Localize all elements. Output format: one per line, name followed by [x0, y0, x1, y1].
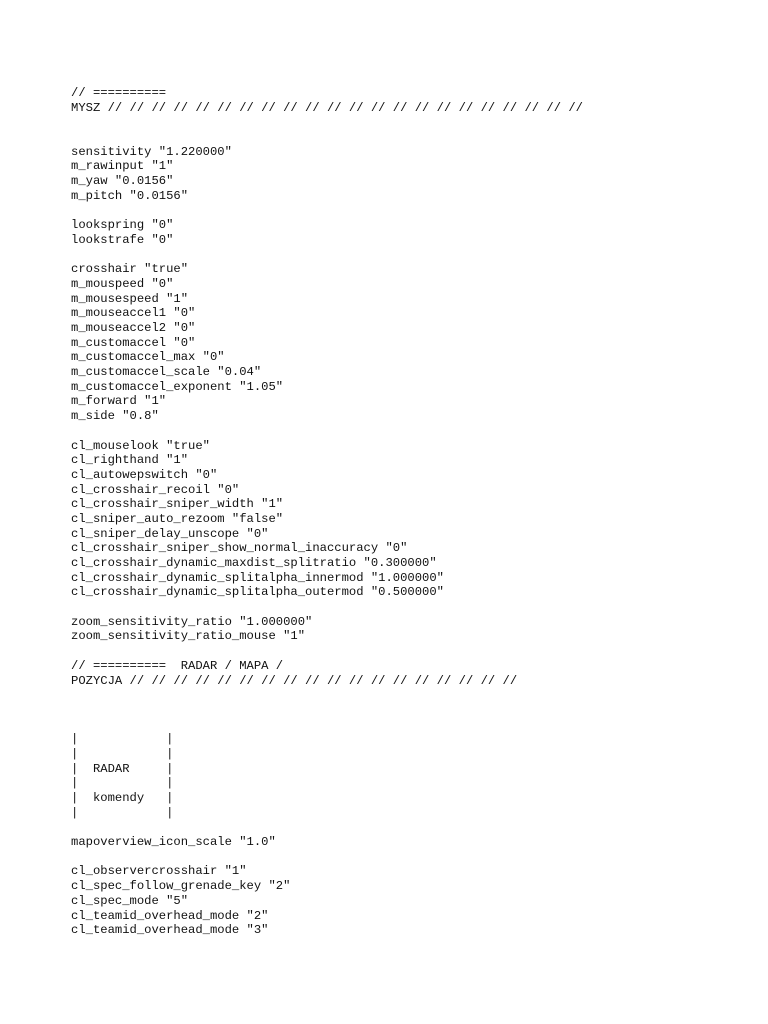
config-line: m_mouseaccel1 "0" [71, 306, 196, 321]
config-line: // ========== RADAR / MAPA / [71, 658, 284, 673]
config-line: cl_teamid_overhead_mode "2" [71, 908, 269, 923]
config-line [71, 820, 731, 835]
config-line: cl_mouselook "true" [71, 438, 210, 453]
config-line [71, 130, 731, 145]
config-line: MYSZ // // // // // // // // // // // // // // // // // // // // // // [71, 100, 583, 115]
config-line: m_customaccel_scale "0.04" [71, 365, 262, 380]
config-line: cl_crosshair_dynamic_splitalpha_innermod "1.000000" [71, 570, 444, 585]
config-line: crosshair "true" [71, 262, 189, 277]
config-line [71, 424, 731, 439]
config-line: cl_spec_follow_grenade_key "2" [71, 879, 291, 894]
config-line: | komendy | [71, 791, 174, 805]
config-line: cl_spec_mode "5" [71, 893, 189, 908]
config-line: mapoverview_icon_scale "1.0" [71, 835, 276, 850]
config-line: cl_crosshair_recoil "0" [71, 482, 240, 497]
config-line: cl_righthand "1" [71, 453, 189, 468]
config-line: cl_sniper_auto_rezoom "false" [71, 511, 284, 526]
config-line: zoom_sensitivity_ratio_mouse "1" [71, 629, 306, 644]
config-line: // ========== [71, 86, 167, 100]
config-line: m_customaccel "0" [71, 335, 196, 350]
config-line: m_forward "1" [71, 394, 167, 409]
config-line: m_side "0.8" [71, 409, 159, 424]
config-line: | | [71, 776, 174, 791]
config-line: lookstrafe "0" [71, 232, 174, 247]
config-line [71, 850, 731, 865]
config-line: cl_teamid_overhead_mode "3" [71, 923, 269, 938]
config-line: cl_crosshair_dynamic_splitalpha_outermod "0.500000" [71, 585, 444, 600]
config-line: cl_autowepswitch "0" [71, 467, 218, 482]
config-line: m_customaccel_exponent "1.05" [71, 379, 284, 394]
config-line: m_mouspeed "0" [71, 276, 174, 291]
config-line: | | [71, 805, 174, 820]
config-line: m_mousespeed "1" [71, 291, 189, 306]
config-line: lookspring "0" [71, 218, 174, 233]
config-line [71, 688, 731, 703]
config-line: cl_observercrosshair "1" [71, 864, 247, 879]
config-line: POZYCJA // // // // // // // // // // // // // // // // // // [71, 673, 518, 688]
config-line: | RADAR | [71, 761, 174, 776]
config-line: m_pitch "0.0156" [71, 188, 189, 203]
config-line [71, 204, 731, 219]
config-line: | | [71, 732, 174, 747]
config-line: sensitivity "1.220000" [71, 144, 232, 159]
config-line [71, 703, 731, 718]
config-line: m_mouseaccel2 "0" [71, 321, 196, 335]
config-line [71, 248, 731, 263]
config-line: cl_sniper_delay_unscope "0" [71, 526, 269, 541]
config-line: cl_crosshair_sniper_width "1" [71, 497, 284, 512]
config-line: m_yaw "0.0156" [71, 174, 174, 189]
config-line: m_customaccel_max "0" [71, 350, 225, 365]
config-line: cl_crosshair_sniper_show_normal_inaccuracy "0" [71, 541, 408, 556]
config-line [71, 644, 731, 659]
config-line [71, 115, 731, 130]
config-line: zoom_sensitivity_ratio "1.000000" [71, 614, 313, 629]
config-line: cl_crosshair_dynamic_maxdist_splitratio "0.300000" [71, 556, 437, 570]
config-line: m_rawinput "1" [71, 159, 174, 174]
config-line [71, 718, 731, 733]
config-text-body [71, 86, 731, 938]
config-line [71, 600, 731, 615]
config-line: | | [71, 746, 174, 761]
